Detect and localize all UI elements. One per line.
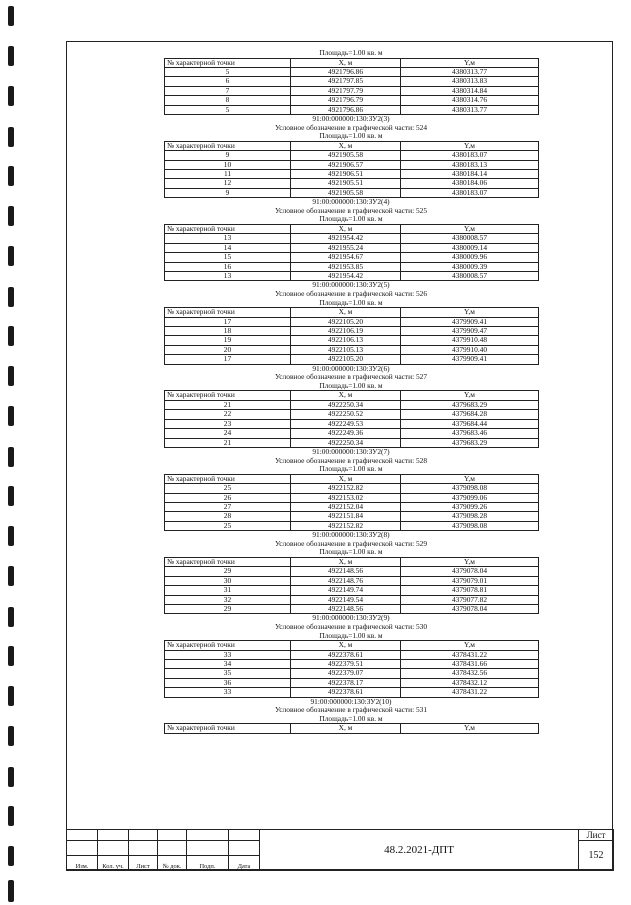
coordinates-table bbox=[164, 390, 539, 447]
table-row bbox=[165, 400, 539, 409]
table-row bbox=[165, 327, 539, 336]
y-coordinate: 4378431.22 bbox=[401, 650, 539, 659]
x-coordinate: 4921955.24 bbox=[291, 243, 401, 252]
y-coordinate: 4380009.39 bbox=[401, 262, 539, 271]
binding-hole bbox=[8, 566, 14, 586]
x-coordinate: 4921796.86 bbox=[291, 68, 401, 77]
table-row bbox=[165, 317, 539, 326]
binding-hole bbox=[8, 166, 14, 186]
table-row bbox=[165, 502, 539, 511]
point-number: 5 bbox=[165, 68, 291, 77]
graphic-designation: Условное обозначение в графической части: 528 bbox=[274, 455, 428, 465]
table-row bbox=[165, 493, 539, 502]
x-coordinate: 4922250.52 bbox=[291, 410, 401, 419]
x-coordinate: 4922249.53 bbox=[291, 419, 401, 428]
table-row bbox=[165, 336, 539, 345]
point-number: 33 bbox=[165, 650, 291, 659]
header-x: X, м bbox=[291, 557, 401, 566]
graphic-designation: Условное обозначение в графической части: 530 bbox=[274, 621, 428, 631]
header-point: № характерной точки bbox=[165, 557, 291, 566]
y-coordinate: 4379909.41 bbox=[401, 317, 539, 326]
point-number: 9 bbox=[165, 151, 291, 160]
graphic-designation: Условное обозначение в графической части: 526 bbox=[274, 289, 428, 299]
x-coordinate: 4921905.58 bbox=[291, 151, 401, 160]
graphic-designation: Условное обозначение в графической части: 527 bbox=[274, 372, 428, 382]
binding-hole bbox=[8, 726, 14, 746]
point-number: 36 bbox=[165, 678, 291, 687]
table-row bbox=[165, 586, 539, 595]
table-row bbox=[165, 438, 539, 447]
table-row bbox=[165, 253, 539, 262]
y-coordinate: 4379909.47 bbox=[401, 327, 539, 336]
x-coordinate: 4921905.58 bbox=[291, 188, 401, 197]
header-y: Y,м bbox=[401, 474, 539, 483]
table-row bbox=[165, 345, 539, 354]
header-x: X, м bbox=[291, 141, 401, 150]
binding-hole bbox=[8, 846, 14, 866]
blocks-container bbox=[164, 115, 538, 734]
header-point: № характерной точки bbox=[165, 391, 291, 400]
point-number: 12 bbox=[165, 179, 291, 188]
point-number: 18 bbox=[165, 327, 291, 336]
x-coordinate: 4922149.54 bbox=[291, 595, 401, 604]
x-coordinate: 4922105.20 bbox=[291, 355, 401, 364]
coordinates-table bbox=[164, 474, 539, 531]
point-number: 25 bbox=[165, 521, 291, 530]
header-point: № характерной точки bbox=[165, 58, 291, 67]
coordinates-table bbox=[164, 640, 539, 697]
point-number: 20 bbox=[165, 345, 291, 354]
y-coordinate: 4379099.26 bbox=[401, 502, 539, 511]
table-row bbox=[165, 262, 539, 271]
y-coordinate: 4379684.44 bbox=[401, 419, 539, 428]
x-coordinate: 4922148.76 bbox=[291, 576, 401, 585]
header-y: Y,м bbox=[401, 641, 539, 650]
table-row bbox=[165, 68, 539, 77]
graphic-designation: Условное обозначение в графической части: 524 bbox=[274, 122, 428, 132]
header-y: Y,м bbox=[401, 557, 539, 566]
point-number: 35 bbox=[165, 669, 291, 678]
table-row bbox=[165, 77, 539, 86]
binding-hole bbox=[8, 607, 14, 627]
point-number: 16 bbox=[165, 262, 291, 271]
table-row bbox=[165, 410, 539, 419]
table-row bbox=[165, 419, 539, 428]
point-number: 26 bbox=[165, 493, 291, 502]
header-y: Y,м bbox=[401, 724, 539, 733]
y-coordinate: 4379683.29 bbox=[401, 438, 539, 447]
document-code: 48.2.2021-ДПТ bbox=[260, 830, 579, 871]
cadastral-number: 91:00:000000:130:ЗУ2(3) bbox=[312, 114, 390, 124]
x-coordinate: 4921906.51 bbox=[291, 170, 401, 179]
area-caption: Площадь=1.00 кв. м bbox=[319, 380, 383, 390]
stamp-col-izm: Изм. bbox=[67, 856, 98, 871]
point-number: 21 bbox=[165, 438, 291, 447]
table-row bbox=[165, 355, 539, 364]
y-coordinate: 4380009.96 bbox=[401, 253, 539, 262]
table-row bbox=[165, 160, 539, 169]
stamp-col-data: Дата bbox=[229, 856, 260, 871]
y-coordinate: 4379098.28 bbox=[401, 512, 539, 521]
table-row bbox=[165, 429, 539, 438]
point-number: 11 bbox=[165, 170, 291, 179]
x-coordinate: 4922379.07 bbox=[291, 669, 401, 678]
x-coordinate: 4921954.42 bbox=[291, 234, 401, 243]
y-coordinate: 4379078.81 bbox=[401, 586, 539, 595]
y-coordinate: 4380183.07 bbox=[401, 151, 539, 160]
y-coordinate: 4379684.28 bbox=[401, 410, 539, 419]
y-coordinate: 4380183.13 bbox=[401, 160, 539, 169]
header-point: № характерной точки bbox=[165, 308, 291, 317]
table-row bbox=[165, 650, 539, 659]
y-coordinate: 4378431.22 bbox=[401, 688, 539, 697]
header-point: № характерной точки bbox=[165, 474, 291, 483]
x-coordinate: 4922378.61 bbox=[291, 650, 401, 659]
graphic-designation: Условное обозначение в графической части: 531 bbox=[274, 705, 428, 715]
binding-hole bbox=[8, 366, 14, 386]
x-coordinate: 4922152.82 bbox=[291, 521, 401, 530]
x-coordinate: 4922106.19 bbox=[291, 327, 401, 336]
header-x: X, м bbox=[291, 391, 401, 400]
header-row bbox=[165, 225, 539, 234]
area-caption: Площадь=1.00 кв. м bbox=[319, 630, 383, 640]
point-number: 22 bbox=[165, 410, 291, 419]
table-row bbox=[165, 576, 539, 585]
y-coordinate: 4379079.01 bbox=[401, 576, 539, 585]
y-coordinate: 4379099.06 bbox=[401, 493, 539, 502]
y-coordinate: 4379683.29 bbox=[401, 400, 539, 409]
x-coordinate: 4922151.84 bbox=[291, 512, 401, 521]
y-coordinate: 4380313.77 bbox=[401, 105, 539, 114]
header-x: X, м bbox=[291, 474, 401, 483]
y-coordinate: 4379683.46 bbox=[401, 429, 539, 438]
point-number: 24 bbox=[165, 429, 291, 438]
point-number: 31 bbox=[165, 586, 291, 595]
area-caption: Площадь=1.00 кв. м bbox=[319, 131, 383, 141]
point-number: 29 bbox=[165, 604, 291, 613]
stamp-col-ndok: № док. bbox=[158, 856, 187, 871]
point-number: 15 bbox=[165, 253, 291, 262]
table-row bbox=[165, 151, 539, 160]
header-row bbox=[165, 724, 539, 733]
table-row bbox=[165, 688, 539, 697]
binding-hole bbox=[8, 287, 14, 307]
x-coordinate: 4921954.67 bbox=[291, 253, 401, 262]
binding-hole bbox=[8, 46, 14, 66]
x-coordinate: 4921796.79 bbox=[291, 96, 401, 105]
header-x: X, м bbox=[291, 641, 401, 650]
x-coordinate: 4922378.61 bbox=[291, 688, 401, 697]
y-coordinate: 4379077.82 bbox=[401, 595, 539, 604]
header-x: X, м bbox=[291, 58, 401, 67]
point-number: 30 bbox=[165, 576, 291, 585]
stamp-col-list: Лист bbox=[129, 856, 158, 871]
x-coordinate: 4921797.85 bbox=[291, 77, 401, 86]
coordinates-table bbox=[164, 224, 539, 281]
point-number: 33 bbox=[165, 688, 291, 697]
stamp-col-podp: Подп. bbox=[187, 856, 229, 871]
y-coordinate: 4378431.66 bbox=[401, 659, 539, 668]
binding-strip bbox=[0, 0, 24, 905]
y-coordinate: 4380184.06 bbox=[401, 179, 539, 188]
y-coordinate: 4380184.14 bbox=[401, 170, 539, 179]
header-row bbox=[165, 474, 539, 483]
binding-hole bbox=[8, 326, 14, 346]
table-row bbox=[165, 669, 539, 678]
binding-hole bbox=[8, 127, 14, 147]
point-number: 25 bbox=[165, 484, 291, 493]
point-number: 32 bbox=[165, 595, 291, 604]
header-point: № характерной точки bbox=[165, 141, 291, 150]
table-row bbox=[165, 678, 539, 687]
y-coordinate: 4378432.12 bbox=[401, 678, 539, 687]
table-row bbox=[165, 96, 539, 105]
point-number: 7 bbox=[165, 86, 291, 95]
header-x: X, м bbox=[291, 724, 401, 733]
x-coordinate: 4922105.13 bbox=[291, 345, 401, 354]
y-coordinate: 4380314.84 bbox=[401, 86, 539, 95]
point-number: 9 bbox=[165, 188, 291, 197]
point-number: 21 bbox=[165, 400, 291, 409]
binding-hole bbox=[8, 880, 14, 902]
binding-hole bbox=[8, 447, 14, 467]
x-coordinate: 4922105.20 bbox=[291, 317, 401, 326]
coordinates-table bbox=[164, 58, 539, 115]
sheet-number: 152 bbox=[579, 841, 614, 871]
table-row bbox=[165, 484, 539, 493]
cadastral-number: 91:00:000000:130:ЗУ2(6) bbox=[312, 363, 390, 373]
binding-hole bbox=[8, 486, 14, 506]
point-number: 23 bbox=[165, 419, 291, 428]
y-coordinate: 4379910.40 bbox=[401, 345, 539, 354]
header-y: Y,м bbox=[401, 58, 539, 67]
coordinates-content bbox=[164, 49, 538, 734]
x-coordinate: 4922148.56 bbox=[291, 604, 401, 613]
x-coordinate: 4922378.17 bbox=[291, 678, 401, 687]
y-coordinate: 4380313.77 bbox=[401, 68, 539, 77]
binding-hole bbox=[8, 526, 14, 546]
table-row bbox=[165, 512, 539, 521]
point-number: 29 bbox=[165, 567, 291, 576]
coordinates-table bbox=[164, 557, 539, 614]
binding-hole bbox=[8, 246, 14, 266]
header-row bbox=[165, 141, 539, 150]
point-number: 6 bbox=[165, 77, 291, 86]
table-row bbox=[165, 86, 539, 95]
x-coordinate: 4922152.82 bbox=[291, 484, 401, 493]
sheet-label: Лист bbox=[579, 830, 614, 841]
x-coordinate: 4921953.85 bbox=[291, 262, 401, 271]
cadastral-number: 91:00:000000:130:ЗУ2(7) bbox=[312, 446, 390, 456]
binding-hole bbox=[8, 686, 14, 706]
coordinates-table bbox=[164, 723, 539, 733]
header-point: № характерной точки bbox=[165, 225, 291, 234]
point-number: 14 bbox=[165, 243, 291, 252]
header-y: Y,м bbox=[401, 391, 539, 400]
y-coordinate: 4380313.83 bbox=[401, 77, 539, 86]
header-point: № характерной точки bbox=[165, 724, 291, 733]
binding-hole bbox=[8, 6, 14, 26]
table-row bbox=[165, 659, 539, 668]
header-row bbox=[165, 557, 539, 566]
cadastral-number: 91:00:000000:130:ЗУ2(4) bbox=[312, 197, 390, 207]
y-coordinate: 4380183.07 bbox=[401, 188, 539, 197]
point-number: 8 bbox=[165, 96, 291, 105]
x-coordinate: 4922148.56 bbox=[291, 567, 401, 576]
x-coordinate: 4922153.02 bbox=[291, 493, 401, 502]
y-coordinate: 4380008.57 bbox=[401, 272, 539, 281]
header-x: X, м bbox=[291, 308, 401, 317]
y-coordinate: 4379909.41 bbox=[401, 355, 539, 364]
area-caption: Площадь=1.00 кв. м bbox=[319, 48, 383, 57]
y-coordinate: 4378432.56 bbox=[401, 669, 539, 678]
point-number: 19 bbox=[165, 336, 291, 345]
cadastral-number: 91:00:000000:130:ЗУ2(8) bbox=[312, 530, 390, 540]
x-coordinate: 4922106.13 bbox=[291, 336, 401, 345]
coordinates-table bbox=[164, 307, 539, 364]
y-coordinate: 4380008.57 bbox=[401, 234, 539, 243]
y-coordinate: 4380314.76 bbox=[401, 96, 539, 105]
y-coordinate: 4379078.04 bbox=[401, 567, 539, 576]
cadastral-number: 91:00:000000:130:ЗУ2(5) bbox=[312, 280, 390, 290]
binding-hole bbox=[8, 406, 14, 426]
header-row bbox=[165, 308, 539, 317]
y-coordinate: 4379098.08 bbox=[401, 484, 539, 493]
table-row bbox=[165, 179, 539, 188]
table-row bbox=[165, 567, 539, 576]
binding-hole bbox=[8, 206, 14, 226]
y-coordinate: 4379078.04 bbox=[401, 604, 539, 613]
table-row bbox=[165, 234, 539, 243]
x-coordinate: 4922152.04 bbox=[291, 502, 401, 511]
coordinates-table bbox=[164, 141, 539, 198]
graphic-designation: Условное обозначение в графической части: 529 bbox=[274, 538, 428, 548]
point-number: 27 bbox=[165, 502, 291, 511]
header-y: Y,м bbox=[401, 225, 539, 234]
header-row bbox=[165, 641, 539, 650]
area-caption: Площадь=1.00 кв. м bbox=[319, 547, 383, 557]
graphic-designation: Условное обозначение в графической части: 525 bbox=[274, 205, 428, 215]
point-number: 13 bbox=[165, 234, 291, 243]
table-row bbox=[165, 595, 539, 604]
area-caption: Площадь=1.00 кв. м bbox=[319, 713, 383, 723]
x-coordinate: 4922250.34 bbox=[291, 400, 401, 409]
point-number: 13 bbox=[165, 272, 291, 281]
area-caption: Площадь=1.00 кв. м bbox=[319, 464, 383, 474]
header-row bbox=[165, 391, 539, 400]
binding-hole bbox=[8, 806, 14, 826]
x-coordinate: 4922250.34 bbox=[291, 438, 401, 447]
binding-hole bbox=[8, 767, 14, 787]
y-coordinate: 4379910.48 bbox=[401, 336, 539, 345]
y-coordinate: 4380009.14 bbox=[401, 243, 539, 252]
x-coordinate: 4921797.79 bbox=[291, 86, 401, 95]
stamp-col-kol: Кол. уч. bbox=[98, 856, 129, 871]
point-number: 17 bbox=[165, 317, 291, 326]
x-coordinate: 4921796.86 bbox=[291, 105, 401, 114]
header-row bbox=[165, 58, 539, 67]
y-coordinate: 4379098.08 bbox=[401, 521, 539, 530]
area-caption: Площадь=1.00 кв. м bbox=[319, 297, 383, 307]
x-coordinate: 4921906.57 bbox=[291, 160, 401, 169]
binding-hole bbox=[8, 86, 14, 106]
header-y: Y,м bbox=[401, 308, 539, 317]
x-coordinate: 4922249.36 bbox=[291, 429, 401, 438]
point-number: 28 bbox=[165, 512, 291, 521]
point-number: 10 bbox=[165, 160, 291, 169]
coordinates-table-body bbox=[165, 58, 539, 114]
point-number: 5 bbox=[165, 105, 291, 114]
binding-hole bbox=[8, 646, 14, 666]
header-point: № характерной точки bbox=[165, 641, 291, 650]
header-y: Y,м bbox=[401, 141, 539, 150]
point-number: 34 bbox=[165, 659, 291, 668]
x-coordinate: 4921905.51 bbox=[291, 179, 401, 188]
point-number: 17 bbox=[165, 355, 291, 364]
cadastral-number: 91:00:000000:130:ЗУ2(9) bbox=[312, 613, 390, 623]
x-coordinate: 4921954.42 bbox=[291, 272, 401, 281]
table-row bbox=[165, 243, 539, 252]
table-row bbox=[165, 170, 539, 179]
x-coordinate: 4922149.74 bbox=[291, 586, 401, 595]
title-block bbox=[66, 829, 613, 870]
area-caption: Площадь=1.00 кв. м bbox=[319, 214, 383, 224]
cadastral-number: 91:00:000000:130:ЗУ2(10) bbox=[310, 696, 392, 706]
header-x: X, м bbox=[291, 225, 401, 234]
x-coordinate: 4922379.51 bbox=[291, 659, 401, 668]
